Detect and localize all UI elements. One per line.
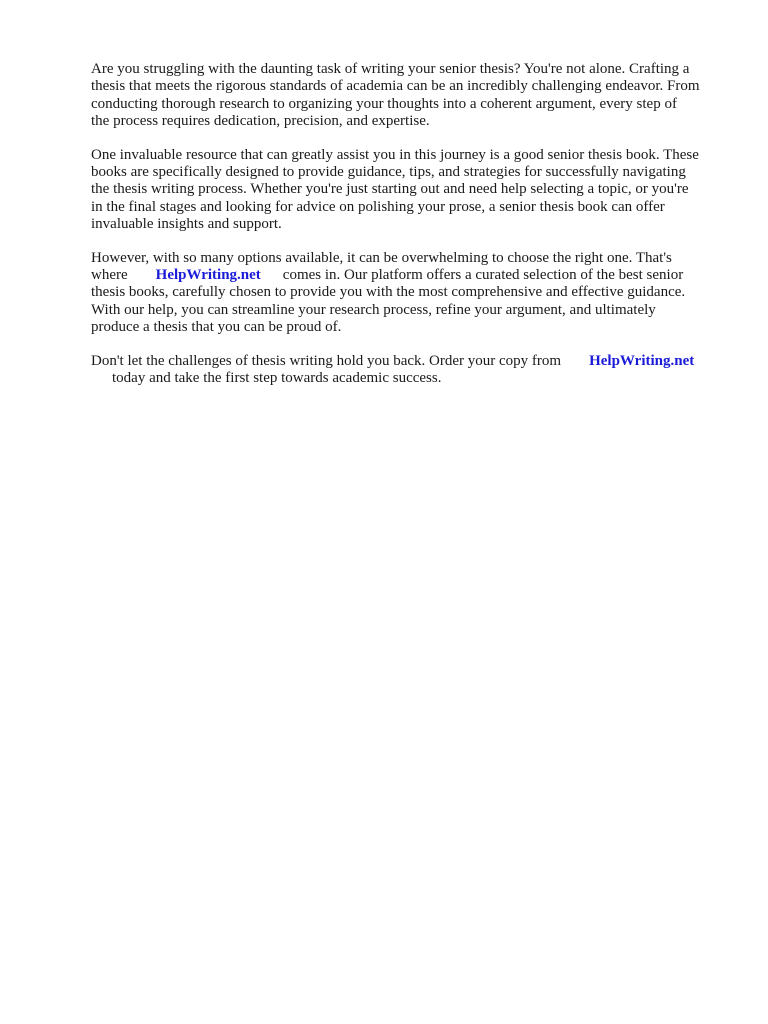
text-line: in the final stages and looking for advice on polishing your prose, a senior thesis book can offer [91, 198, 665, 215]
paragraph-resource [91, 147, 731, 234]
text-line [91, 353, 731, 370]
text-line: thesis that meets the rigorous standards of academia can be an incredibly challenging endeavor. From [91, 78, 700, 95]
text-fragment: Don't let the challenges of thesis writing hold you back. Order your copy from [91, 352, 562, 369]
text-line: With our help, you can streamline your research process, refine your argument, and ultimately [91, 301, 656, 318]
text-line: Are you struggling with the daunting task of writing your senior thesis? You're not alone. Crafting a [91, 61, 690, 77]
helpwriting-link[interactable]: HelpWriting.net [589, 352, 695, 369]
text-line: conducting thorough research to organizing your thoughts into a coherent argument, every step of [91, 95, 677, 112]
text-line: books are specifically designed to provide guidance, tips, and strategies for successfully navigating [91, 164, 686, 181]
text-line: the process requires dedication, precision, and expertise. [91, 113, 430, 130]
text-fragment: comes in. Our platform offers a curated selection of the best senior [282, 267, 684, 284]
text-line: invaluable insights and support. [91, 216, 282, 233]
paragraph-call-to-action [91, 353, 731, 388]
paragraph-intro [91, 61, 731, 131]
text-line: today and take the first step towards academic success. [112, 370, 442, 387]
text-line: the thesis writing process. Whether you're just starting out and need help selecting a topic, or you're [91, 181, 689, 198]
text-line [91, 267, 731, 284]
text-line: One invaluable resource that can greatly assist you in this journey is a good senior thesis book. These [91, 146, 699, 163]
helpwriting-link[interactable]: HelpWriting.net [155, 267, 261, 284]
document-page [91, 61, 731, 404]
text-line: However, with so many options available, it can be overwhelming to choose the right one. That's [91, 249, 672, 266]
text-fragment: where [91, 267, 128, 284]
text-line: thesis books, carefully chosen to provide you with the most comprehensive and effective guidance. [91, 284, 686, 301]
paragraph-options [91, 250, 731, 337]
text-line: produce a thesis that you can be proud of. [91, 319, 342, 336]
